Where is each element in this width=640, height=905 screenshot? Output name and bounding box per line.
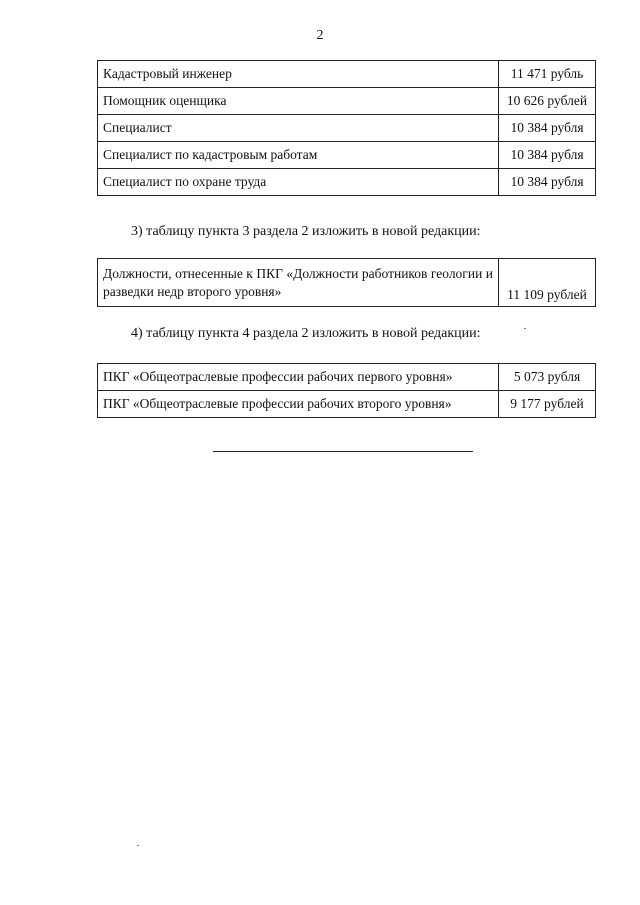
- position-name: Специалист: [98, 115, 499, 142]
- salary-table-3: [97, 363, 596, 418]
- table-row: [98, 364, 596, 391]
- salary-value: 10 384 рубля: [499, 169, 596, 196]
- salary-value: 10 384 рубля: [499, 142, 596, 169]
- page-number: 2: [316, 28, 324, 43]
- salary-table-1: [97, 60, 596, 196]
- salary-value: 9 177 рублей: [499, 391, 596, 418]
- position-name: ПКГ «Общеотраслевые профессии рабочих второго уровня»: [98, 391, 499, 418]
- salary-table-2: [97, 258, 596, 307]
- position-name: Помощник оценщика: [98, 88, 499, 115]
- salary-value: 10 384 рубля: [499, 115, 596, 142]
- table-row: [98, 88, 596, 115]
- end-divider-line: [213, 451, 473, 452]
- table-row: [98, 169, 596, 196]
- scan-speck: [524, 328, 526, 329]
- position-name: Должности, отнесенные к ПКГ «Должности работников геологии и разведки недр второго уровня»: [98, 259, 499, 307]
- paragraph-3: 3) таблицу пункта 3 раздела 2 изложить в новой редакции:: [131, 224, 481, 239]
- table-row: [98, 142, 596, 169]
- paragraph-4: 4) таблицу пункта 4 раздела 2 изложить в новой редакции:: [131, 326, 481, 341]
- position-name: Специалист по кадастровым работам: [98, 142, 499, 169]
- salary-value: 5 073 рубля: [499, 364, 596, 391]
- salary-value: 11 109 рублей: [499, 259, 596, 307]
- table-row: [98, 391, 596, 418]
- salary-value: 11 471 рубль: [499, 61, 596, 88]
- table-row: [98, 259, 596, 307]
- position-name: Кадастровый инженер: [98, 61, 499, 88]
- scan-speck: [137, 845, 139, 846]
- position-name: Специалист по охране труда: [98, 169, 499, 196]
- table-row: [98, 61, 596, 88]
- position-name: ПКГ «Общеотраслевые профессии рабочих первого уровня»: [98, 364, 499, 391]
- salary-value: 10 626 рублей: [499, 88, 596, 115]
- table-row: [98, 115, 596, 142]
